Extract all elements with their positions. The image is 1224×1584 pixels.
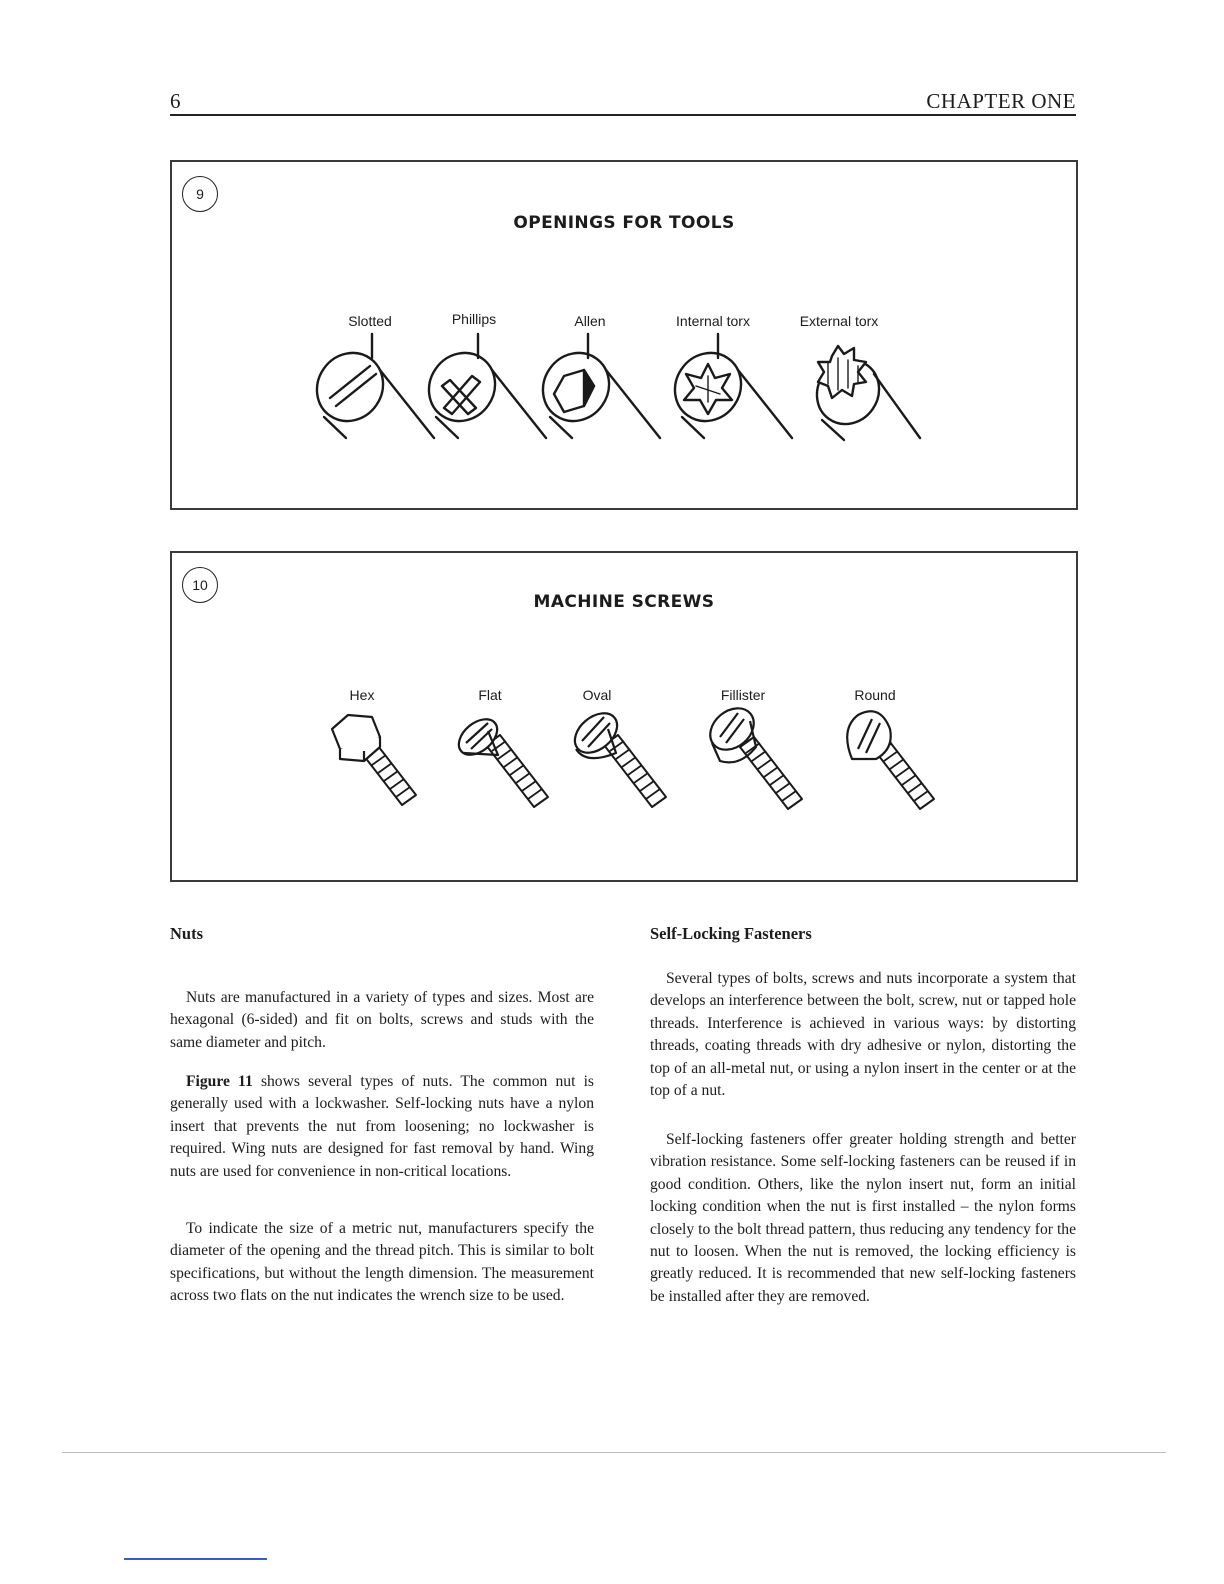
self-locking-paragraph-2: Self-locking fasteners offer greater holding strength and better vibration resistance. Some self-locking fasteners can be reused if in good condition. Others, like the nylon insert nut, form an initial locking condition when the nut is first installed – the nylon forms closely to the bolt thread pattern, thus reducing any tendency for the nut to loosen. When the nut is removed, the locking efficiency is greatly reduced. It is recommended that new self-locking fasteners be installed after they are removed.	[650, 1131, 1076, 1305]
nuts-heading: Nuts	[170, 924, 204, 943]
label-phillips: Phillips	[451, 311, 497, 327]
figure-11-reference: Figure 11	[186, 1073, 253, 1090]
blue-accent-rule	[124, 1558, 267, 1560]
tool-openings-illustration	[172, 162, 1076, 508]
self-locking-paragraph-1: Several types of bolts, screws and nuts incorporate a system that develops an interference between the bolt, screw, nut or tapped hole threads. Interference is achieved in various ways: by distorting threads, coating threads with dry adhesive or nylon, distorting the top of an all-metal nut, or using a nylon insert in the center or at the top of a nut.	[650, 970, 1076, 1100]
label-slotted: Slotted	[348, 313, 392, 329]
label-hex: Hex	[349, 687, 375, 703]
label-oval: Oval	[582, 687, 612, 703]
figure-number-badge: 9	[182, 176, 218, 212]
hex-screw-icon	[332, 715, 416, 805]
page-number: 6	[170, 89, 181, 113]
label-allen: Allen	[574, 313, 606, 329]
nuts-paragraph-1: Nuts are manufactured in a variety of types and sizes. Most are hexagonal (6-sided) and fit on bolts, screws and studs with the same diameter and pitch.	[170, 989, 594, 1051]
self-locking-heading: Self-Locking Fasteners	[650, 924, 812, 943]
label-fillister: Fillister	[720, 687, 766, 703]
fillister-screw-icon	[702, 700, 802, 809]
figure-machine-screws	[170, 551, 1078, 882]
page-header	[170, 88, 1076, 116]
phillips-screw-head-icon	[416, 334, 546, 438]
allen-screw-head-icon	[530, 334, 660, 438]
chapter-title: CHAPTER ONE	[926, 89, 1076, 113]
label-external-torx: External torx	[799, 313, 879, 329]
nuts-paragraph-2	[170, 1071, 594, 1183]
footer-rule	[62, 1452, 1166, 1453]
flat-screw-icon	[452, 712, 548, 807]
figure-title: MACHINE SCREWS	[533, 592, 715, 612]
label-internal-torx: Internal torx	[676, 313, 750, 329]
internal-torx-screw-head-icon	[662, 334, 792, 438]
figure-number-badge: 10	[182, 567, 218, 603]
external-torx-screw-head-icon	[804, 346, 920, 440]
oval-screw-icon	[567, 705, 666, 807]
label-round: Round	[854, 687, 896, 703]
nuts-paragraph-3: To indicate the size of a metric nut, manufacturers specify the diameter of the opening and the thread pitch. This is similar to bolt specifications, but without the length dimension. The measurement across two flats on the nut indicates the wrench size to be used.	[170, 1220, 594, 1305]
nuts-paragraph-2-text: shows several types of nuts. The common nut is generally used with a lockwasher. Self-locking nuts have a nylon insert that prevents the nut from loosening; no lockwasher is required. Wing nuts are designed for fast removal by hand. Wing nuts are used for convenience in non-critical locations.	[170, 1073, 594, 1180]
slotted-screw-head-icon	[304, 334, 434, 438]
machine-screws-illustration	[172, 553, 1076, 880]
figure-openings-for-tools	[170, 160, 1078, 510]
round-screw-icon	[847, 711, 934, 809]
figure-title: OPENINGS FOR TOOLS	[513, 213, 735, 233]
label-flat: Flat	[478, 687, 502, 703]
